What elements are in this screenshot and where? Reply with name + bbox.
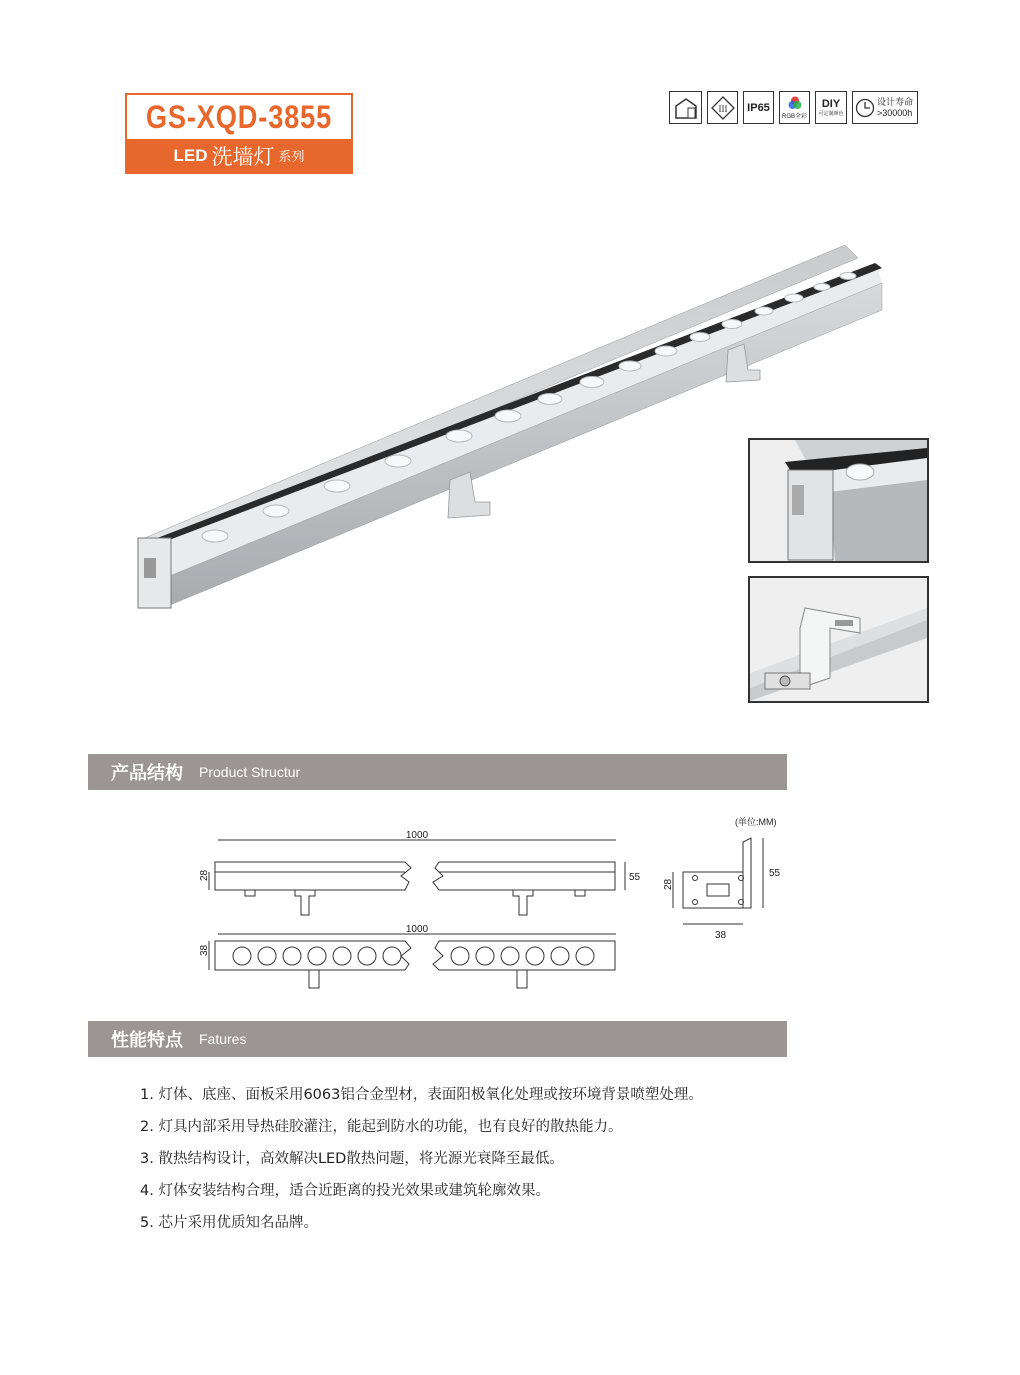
model-number: GS-XQD-3855 [145,99,333,135]
model-title-box [125,93,353,174]
feature-item: 2. 灯具内部采用导热硅胶灌注，能起到防水的功能，也有良好的散热能力。 [140,1119,623,1135]
side-length-label: 1000 [405,830,429,841]
feature-item: 3. 散热结构设计，高效解决LED散热问题，将光源光衰降至最低。 [140,1151,564,1167]
end-cap-detail-image [748,438,929,563]
top-length-label: 1000 [405,924,429,935]
mounting-bracket-detail-image [748,576,929,703]
features-title-en: Fatures [199,1031,247,1047]
bracket-outer-height-label: 55 [769,868,781,879]
clock-icon [855,98,875,118]
life-value: >30000h [877,107,913,118]
structure-title-cn: 产品结构 [111,763,183,784]
lifetime-badge [852,91,918,124]
spec-icons [669,91,918,124]
wall-washer-product-image [130,240,900,620]
product-structure-section-header [88,754,787,790]
svg-text:III: III [718,103,727,114]
bracket-inner-height-label: 28 [663,878,674,890]
series-led: LED [173,145,208,165]
life-label: 设计寿命 [877,96,914,107]
features-section-header [88,1021,787,1057]
class-iii-icon [707,91,738,124]
diy-caption: 可定制颜色 [818,111,844,117]
side-outer-height-label: 55 [629,872,641,883]
ip-rating-badge: IP65 [743,91,774,124]
structure-title-en: Product Structur [199,764,301,780]
feature-item: 1. 灯体、底座、面板采用6063铝合金型材，表面阳极氧化处理或按环境背景喷塑处理。 [140,1087,703,1103]
rgb-color-wheel-icon [787,95,803,111]
side-inner-height-label: 28 [199,869,210,881]
rgb-caption: RGB全彩 [781,114,807,120]
series-suffix: 系列 [278,150,305,165]
unit-note: (单位:MM) [735,817,777,827]
features-title-cn: 性能特点 [111,1030,183,1051]
series-name: 洗墙灯 [211,144,275,169]
bracket-width-label: 38 [715,930,727,941]
dimension-drawing [195,810,795,1010]
feature-item: 5. 芯片采用优质知名品牌。 [140,1215,318,1231]
features-list [140,1083,703,1243]
diy-label: DIY [821,98,841,110]
diy-badge [815,91,847,124]
series-band [127,139,351,172]
top-width-label: 38 [199,944,210,956]
rgb-badge [779,91,810,124]
indoor-outdoor-icon [669,91,702,124]
feature-item: 4. 灯体安装结构合理，适合近距离的投光效果或建筑轮廓效果。 [140,1183,550,1199]
